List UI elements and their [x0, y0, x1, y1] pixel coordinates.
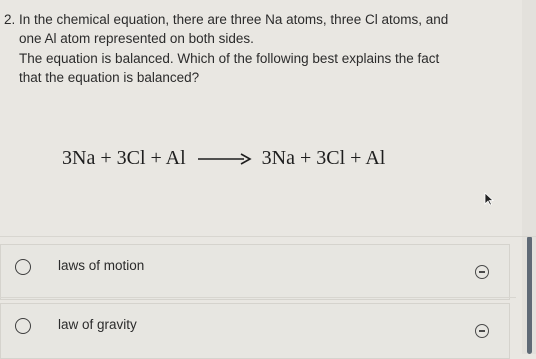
question-line-3: The equation is balanced. Which of the following best explains the fact	[19, 51, 440, 66]
answer-option-laws-of-motion[interactable]	[0, 244, 510, 300]
eliminate-option-icon[interactable]	[475, 265, 489, 279]
answer-option-law-of-gravity[interactable]	[0, 303, 510, 359]
mouse-cursor-icon	[484, 192, 494, 206]
answer-option-label: laws of motion	[58, 258, 145, 273]
radio-button[interactable]	[15, 259, 31, 275]
question-text	[4, 10, 509, 87]
equation-products: 3Na + 3Cl + Al	[261, 147, 386, 169]
answer-option-label: law of gravity	[58, 317, 137, 332]
chemical-equation	[62, 147, 385, 170]
eliminate-option-icon[interactable]	[475, 324, 489, 338]
radio-button[interactable]	[15, 318, 31, 334]
reaction-arrow-icon	[196, 152, 252, 166]
question-line-4: that the equation is balanced?	[19, 70, 200, 85]
equation-reactants: 3Na + 3Cl + Al	[62, 147, 186, 169]
question-line-1: 2. In the chemical equation, there are three Na atoms, three Cl atoms, and	[4, 12, 449, 27]
question-line-2: one Al atom represented on both sides.	[19, 31, 254, 46]
section-divider	[0, 236, 536, 237]
option-divider	[0, 297, 516, 298]
scrollbar-thumb[interactable]	[527, 236, 532, 354]
